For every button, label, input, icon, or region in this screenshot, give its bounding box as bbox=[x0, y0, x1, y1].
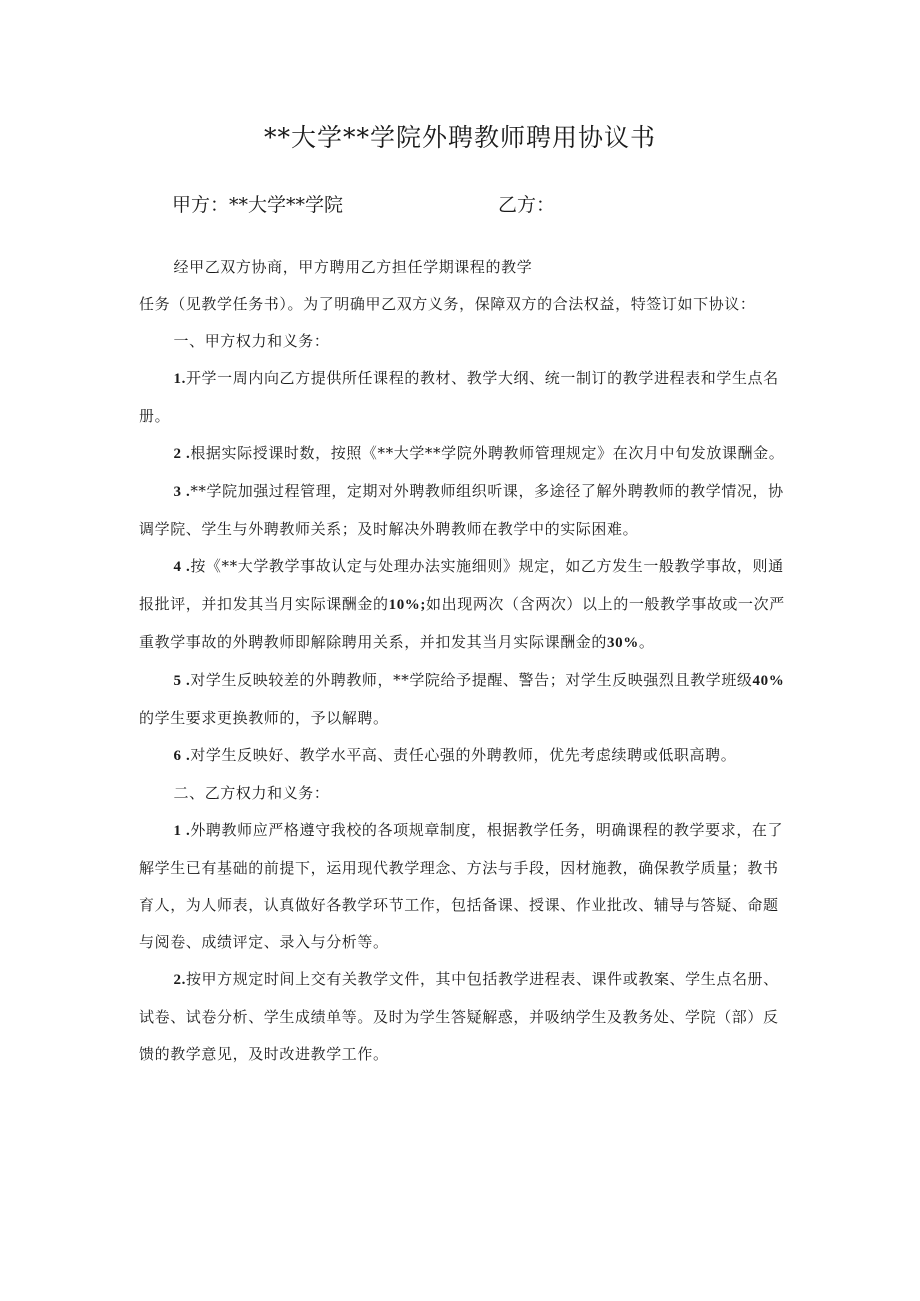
percentage: 30% bbox=[607, 635, 639, 651]
clause-b-2 bbox=[139, 961, 794, 1073]
clause-number: 1 . bbox=[173, 823, 191, 839]
section-2-heading: 二、乙方权力和义务： bbox=[173, 784, 330, 802]
clause-text: **学院加强过程管理，定期对外聘教师组织听课，多途径了解外聘教师的教学情况，协调学院、学生与外聘教师关系；及时解决外聘教师在教学中的实际困难。 bbox=[139, 482, 784, 538]
clause-text: 对学生反映较差的外聘教师，**学院给予提醒、警告；对学生反映强烈且教学班级 bbox=[190, 671, 753, 689]
clause-number: 1. bbox=[173, 371, 186, 387]
clause-a-1 bbox=[139, 360, 794, 435]
clause-text: 根据实际授课时数，按照《**大学**学院外聘教师管理规定》在次月中旬发放课酬金。 bbox=[190, 444, 785, 462]
clause-a-6 bbox=[139, 737, 794, 775]
clause-b-1 bbox=[139, 812, 794, 961]
document-title: **大学**学院外聘教师聘用协议书 bbox=[263, 123, 656, 152]
clause-number: 6 . bbox=[173, 748, 191, 764]
party-b: 乙方： bbox=[498, 194, 556, 216]
clause-number: 3 . bbox=[173, 484, 191, 500]
clause-text: 按甲方规定时间上交有关教学文件，其中包括教学进程表、课件或教案、学生点名册、试卷、试卷分析、学生成绩单等。及时为学生答疑解惑，并吸纳学生及教务处、学院（部）反馈的教学意见，及时改进教学工作。 bbox=[139, 970, 779, 1063]
clause-number: 2 . bbox=[173, 446, 191, 462]
party-a: 甲方：**大学**学院 bbox=[172, 194, 344, 216]
clause-text: 按《**大学教学事故认定与处理办法实施细则》规定，如乙方发生一般教学事故，则通报批评，并扣发其当月实际课酬金的 bbox=[139, 557, 784, 613]
percentage: 10%; bbox=[388, 597, 427, 613]
clause-text: 的学生要求更换教师的，予以解聘。 bbox=[139, 709, 389, 727]
clause-a-4 bbox=[139, 548, 794, 662]
clause-number: 5 . bbox=[173, 673, 191, 689]
clause-text: 开学一周内向乙方提供所任课程的教材、教学大纲、统一制订的教学进程表和学生点名册。 bbox=[139, 369, 779, 425]
percentage: 40% bbox=[752, 673, 785, 689]
section-1-heading: 一、甲方权力和义务： bbox=[173, 332, 330, 350]
clause-a-5 bbox=[139, 662, 794, 737]
clause-text: 。 bbox=[638, 633, 655, 651]
clause-a-3 bbox=[139, 473, 794, 548]
intro-line-1: 经甲乙双方协商，甲方聘用乙方担任学期课程的教学 bbox=[173, 258, 533, 276]
clause-text: 如出现两次（含两次）以上的一般教学事故或一次严重教学事故的外聘教师即解除聘用关系，并扣发其当月实际课酬金的 bbox=[139, 595, 785, 651]
clause-text: 外聘教师应严格遵守我校的各项规章制度，根据教学任务，明确课程的教学要求，在了解学生已有基础的前提下，运用现代教学理念、方法与手段，因材施教，确保教学质量；教书育人，为人师表，认真做好各教学环节工作，包括备课、授课、作业批改、辅导与答疑、命题与阅卷、成绩评定、录入与分析等。 bbox=[139, 821, 784, 951]
clause-text: 对学生反映好、教学水平高、责任心强的外聘教师，优先考虑续聘或低职高聘。 bbox=[190, 746, 737, 764]
clause-number: 4 . bbox=[173, 559, 191, 575]
document-body bbox=[139, 249, 794, 1073]
clause-number: 2. bbox=[173, 972, 186, 988]
clause-a-2 bbox=[139, 435, 794, 473]
intro-line-2: 任务（见教学任务书）。为了明确甲乙双方义务，保障双方的合法权益，特签订如下协议： bbox=[139, 295, 756, 313]
